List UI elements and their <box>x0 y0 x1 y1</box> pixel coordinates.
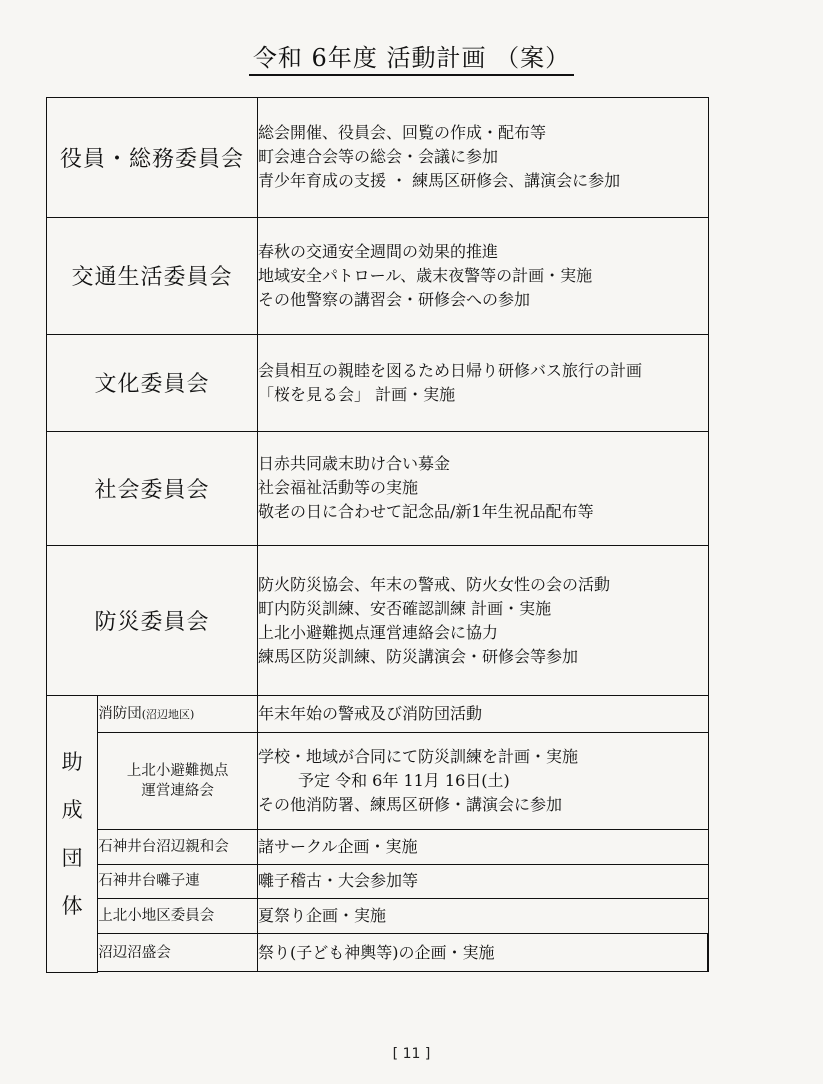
activity-item: 夏祭り企画・実施 <box>258 905 387 925</box>
table-spacer <box>708 933 709 972</box>
support-group-row <box>47 695 709 733</box>
activity-item: 練馬区防災訓練、防災講演会・研修会等参加 <box>258 646 579 666</box>
support-group-name-line: 運営連絡会 <box>141 783 214 800</box>
committee-row <box>47 98 709 218</box>
activity-item: 社会福祉活動等の実施 <box>258 478 419 498</box>
support-group-name: 沼辺沼盛会 <box>98 933 258 972</box>
committee-activities <box>258 217 709 334</box>
support-group-name: 石神井台囃子連 <box>98 864 258 899</box>
activity-item: 地域安全パトロール、歳末夜警等の計画・実施 <box>258 265 593 285</box>
committee-row <box>47 546 709 695</box>
support-group-activities <box>258 933 708 972</box>
activity-plan-table <box>46 97 709 973</box>
activity-item: 予定 令和 6年 11月 16日(土) <box>298 771 510 791</box>
activity-item: 敬老の日に合わせて記念品/新1年生祝品配布等 <box>258 502 594 522</box>
activity-item: 春秋の交通安全週間の効果的推進 <box>258 241 499 261</box>
support-group-activities <box>258 733 709 830</box>
support-group-name <box>98 695 258 733</box>
support-groups-label <box>47 695 98 972</box>
support-group-row <box>47 733 709 830</box>
committee-name: 交通生活委員会 <box>47 217 258 334</box>
support-group-name: 石神井台沼辺親和会 <box>98 830 258 865</box>
page-title-text: 令和 6年度 活動計画 （案） <box>249 44 574 76</box>
support-group-name-line: 上北小避難拠点 <box>126 763 229 780</box>
support-group-name-text: 消防団 <box>98 705 142 722</box>
support-group-row <box>47 933 709 972</box>
page-title <box>0 38 823 73</box>
support-group-name-note: (沼辺地区) <box>141 707 195 721</box>
support-group-activities <box>258 695 709 733</box>
table-filler <box>98 972 709 973</box>
activity-item: 上北小避難拠点運営連絡会に協力 <box>258 622 499 642</box>
committee-row <box>47 217 709 334</box>
support-label-char: 体 <box>61 893 83 918</box>
activity-item: 日赤共同歳末助け合い募金 <box>258 454 451 474</box>
support-group-name <box>98 733 258 830</box>
activity-item: 囃子稽古・大会参加等 <box>258 871 419 891</box>
committee-activities <box>258 98 709 218</box>
support-label-char: 団 <box>61 845 83 870</box>
committee-name: 役員・総務委員会 <box>47 98 258 218</box>
support-label-char: 成 <box>61 797 83 822</box>
activity-item: 町内防災訓練、安否確認訓練 計画・実施 <box>258 598 552 618</box>
activity-item: 年末年始の警戒及び消防団活動 <box>258 704 483 724</box>
committee-activities <box>258 546 709 695</box>
support-group-row <box>47 830 709 865</box>
activity-item: 青少年育成の支援 ・ 練馬区研修会、講演会に参加 <box>258 171 621 191</box>
page-number: [ 11 ] <box>392 1046 431 1062</box>
activity-item: 会員相互の親睦を図るため日帰り研修バス旅行の計画 <box>258 360 643 380</box>
committee-activities <box>258 431 709 546</box>
committee-name: 社会委員会 <box>47 431 258 546</box>
support-group-row <box>47 864 709 899</box>
activity-item: 学校・地域が合同にて防災訓練を計画・実施 <box>258 747 579 767</box>
committee-row <box>47 334 709 431</box>
committee-name: 文化委員会 <box>47 334 258 431</box>
activity-item: 総会開催、役員会、回覧の作成・配布等 <box>258 123 547 143</box>
committee-name: 防災委員会 <box>47 546 258 695</box>
activity-item: その他警察の講習会・研修会への参加 <box>258 289 531 309</box>
committee-row <box>47 431 709 546</box>
table-filler-row <box>47 972 709 973</box>
activity-item: その他消防署、練馬区研修・講演会に参加 <box>258 795 563 815</box>
activity-item: 「桜を見る会」 計画・実施 <box>258 384 456 404</box>
committee-activities <box>258 334 709 431</box>
support-group-activities <box>258 864 709 899</box>
support-group-activities <box>258 830 709 865</box>
activity-item: 町会連合会等の総会・会議に参加 <box>258 147 499 167</box>
support-label-char: 助 <box>61 749 83 774</box>
support-group-activities <box>258 899 709 934</box>
activity-item: 祭り(子ども神輿等)の企画・実施 <box>258 942 495 962</box>
activity-item: 防火防災協会、年末の警戒、防火女性の会の活動 <box>258 574 611 594</box>
support-group-row <box>47 899 709 934</box>
activity-item: 諸サークル企画・実施 <box>258 836 418 856</box>
support-group-name: 上北小地区委員会 <box>98 899 258 934</box>
